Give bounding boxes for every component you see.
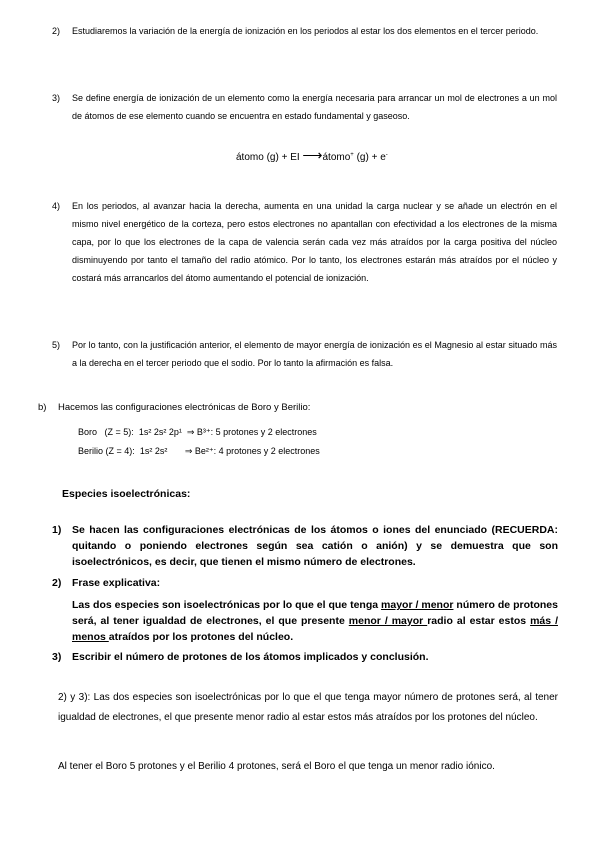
boro-config: 1s² 2s² 2p¹ [138,427,182,437]
item-5-number: 5) [52,340,61,350]
item-4-text: En los periodos, al avanzar hacia la derecha, aumenta en una unidad la carga nuclear y se añade un electrón en el mismo nivel energético de la corteza, pero estos electrones no apantallan con efectividad a los electrones de la misma capa, por lo que los electrones de la capa de valencia serán cada vez más atraídos por la carga positiva del núcleo disminuyendo por tanto el tamaño del radio atómico. Por lo tanto, los electrones estarán más atraídos por el núcleo y costará más arrancarlos del átomo aumentando el potencial de ionización. [72,201,557,283]
part-b-label: b) [38,402,47,413]
iso-step1-text: Se hacen las configuraciones electrónicas de los átomos o iones del enunciado (RECUERDA: quitando o poniendo electrones según sea catión o anión) y se demuestra que son isoelectrónicos, es decir, que tienen el mismo número de electrones. [72,524,558,568]
explanatory-phrase [72,597,558,645]
phrase-part-a: Las dos especies son isoelectrónicas por lo que el que tenga [72,599,382,611]
item-3-text: Se define energía de ionización de un elemento como la energía necesaria para arrancar un mol de electrones a un mol de átomos de ese elemento cuando se encuentra en estado fundamental y gaseoso. [72,93,557,121]
berilio-name: Berilio [78,446,104,456]
iso-step2-text: Frase explicativa: [72,577,161,589]
berilio-config: 1s² 2s² [139,446,168,456]
item-3-number: 3) [52,93,61,103]
berilio-ion: Be²⁺ [194,446,214,456]
item-4-number: 4) [52,201,61,211]
answer-paragraph-1: 2) y 3): Las dos especies son isoelectrónicas por lo que el que tenga mayor número de protones será, al tener igualdad de electrones, el que presente menor radio al estar estos más atraídos por los protones del núcleo. [58,692,558,723]
phrase-underline-1: mayor / menor [381,599,454,611]
equation-left: átomo (g) + EI [236,152,300,163]
berilio-arrow: ⇒ [184,446,193,456]
iso-step1-number: 1) [52,524,62,536]
berilio-z: (Z = 4): [105,446,135,456]
item-2-number: 2) [52,26,61,36]
equation-arrow: ⟶ [302,147,323,163]
phrase-part-d: atraídos por los protones del núcleo. [108,631,294,643]
phrase-part-c: radio al estar estos [427,615,531,627]
iso-title: Especies isoelectrónicas: [62,488,191,500]
phrase-part-b: número de protones será, al tener igualdad de electrones, el que presente [72,599,558,627]
boro-arrow: ⇒ [186,427,195,437]
equation-sup-plus: + [350,152,354,158]
boro-desc: : 5 protones y 2 electrones [210,427,317,437]
equation-right: átomo [322,152,351,163]
boro-z: (Z = 5): [104,427,134,437]
iso-step3-text: Escribir el número de protones de los átomos implicados y conclusión. [72,651,429,663]
item-2-text: Estudiaremos la variación de la energía de ionización en los periodos al estar los dos elementos en el tercer periodo. [72,26,539,36]
ionization-equation [236,147,388,164]
boro-ion: B³⁺ [196,427,211,437]
boro-name: Boro [78,427,98,437]
berilio-config-row [78,446,320,457]
item-5-text: Por lo tanto, con la justificación anterior, el elemento de mayor energía de ionización es el Magnesio al estar situado más a la derecha en el tercer periodo que el sodio. Por lo tanto la afirmación es falsa. [72,340,557,368]
answer-paragraph-2: Al tener el Boro 5 protones y el Berilio 4 protones, será el Boro el que tenga un menor radio iónico. [58,761,495,772]
iso-step2-number: 2) [52,577,62,589]
boro-config-row [78,427,317,438]
phrase-underline-3: más / menos [72,615,558,643]
iso-step3-number: 3) [52,651,62,663]
equation-rest: (g) + e [353,152,386,163]
berilio-desc: : 4 protones y 2 electrones [213,446,320,456]
part-b-intro: Hacemos las configuraciones electrónicas de Boro y Berilio: [58,402,311,413]
equation-sup-minus: - [385,152,388,158]
phrase-underline-2: menor / mayor [348,615,428,627]
